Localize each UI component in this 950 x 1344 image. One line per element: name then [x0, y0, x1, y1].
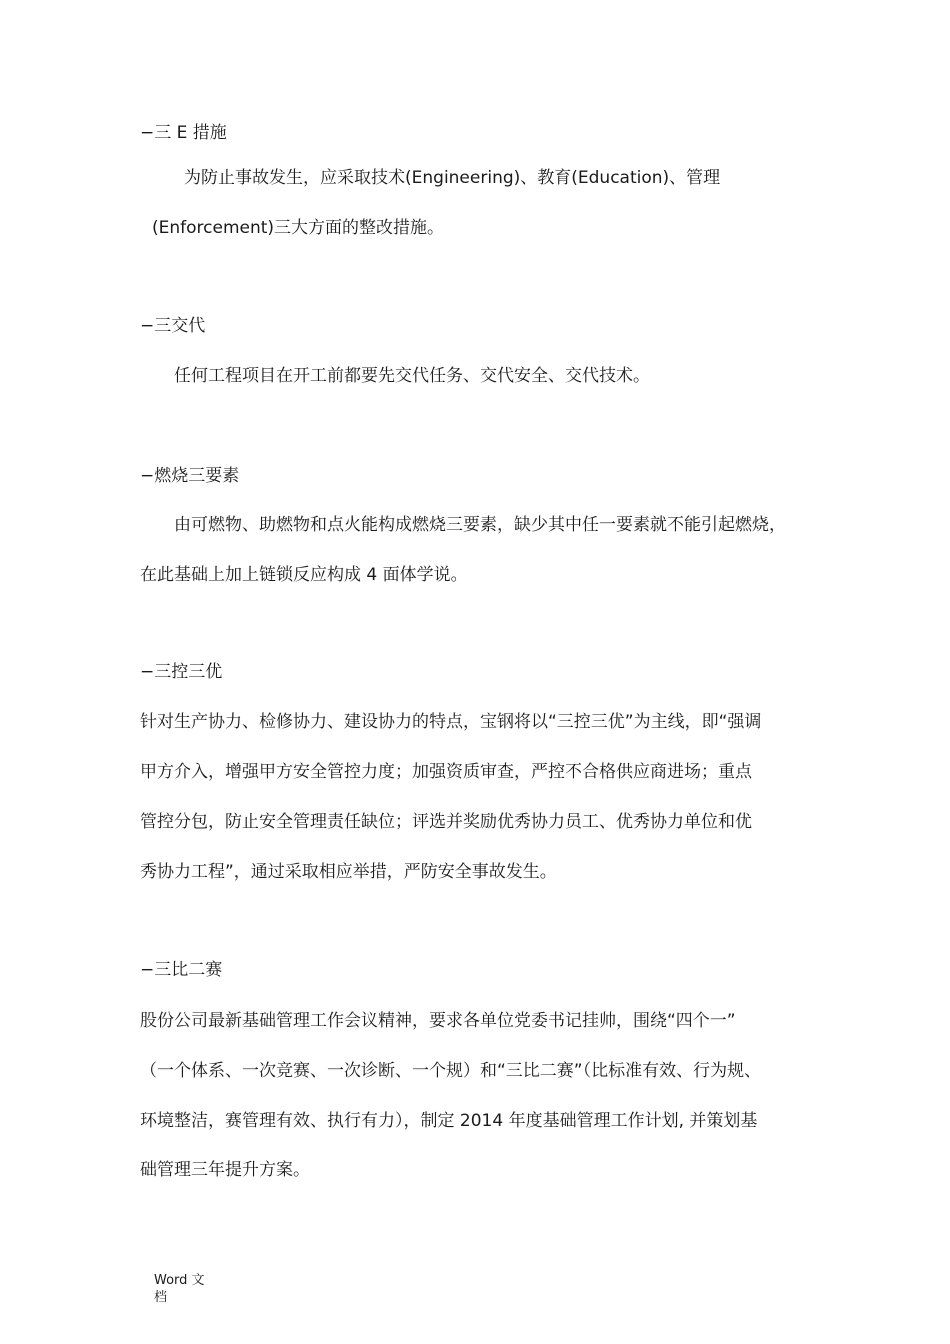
paragraph-line: 管控分包，防止安全管理责任缺位；评选并奖励优秀协力员工、优秀协力单位和优 [140, 812, 752, 832]
paragraph-line: 任何工程项目在开工前都要先交代任务、交代安全、交代技术。 [174, 366, 650, 386]
paragraph-line: 股份公司最新基础管理工作会议精神，要求各单位党委书记挂帅，围绕“四个一” [140, 1011, 736, 1031]
paragraph-line: 甲方介入，增强甲方安全管控力度；加强资质审查，严控不合格供应商进场；重点 [140, 762, 752, 782]
paragraph-line: （一个体系、一次竞赛、一次诊断、一个规）和“三比二赛”（比标准有效、行为规、 [140, 1061, 762, 1081]
footer-label: Word 文档 [154, 1273, 205, 1305]
section-heading: −燃烧三要素 [140, 466, 240, 486]
section-heading: −三交代 [140, 316, 206, 336]
paragraph-line: 针对生产协力、检修协力、建设协力的特点，宝钢将以“三控三优”为主线，即“强调 [140, 712, 762, 732]
paragraph-line: 由可燃物、助燃物和点火能构成燃烧三要素，缺少其中任一要素就不能引起燃烧， [174, 515, 786, 535]
paragraph-line: 为防止事故发生，应采取技术(Engineering)、教育(Education)、管理 [184, 168, 721, 188]
paragraph-line: 秀协力工程”，通过采取相应举措，严防安全事故发生。 [140, 862, 557, 882]
section-heading: −三控三优 [140, 662, 223, 682]
section-heading: −三比二赛 [140, 960, 223, 980]
paragraph-line: 环境整洁，赛管理有效、执行有力），制定 2014 年度基础管理工作计划, 并策划基 [140, 1111, 758, 1131]
paragraph-line: (Enforcement)三大方面的整改措施。 [152, 218, 445, 238]
paragraph-line: 础管理三年提升方案。 [140, 1160, 310, 1180]
section-heading: −三 E 措施 [140, 123, 227, 143]
paragraph-line: 在此基础上加上链锁反应构成 4 面体学说。 [140, 565, 468, 585]
